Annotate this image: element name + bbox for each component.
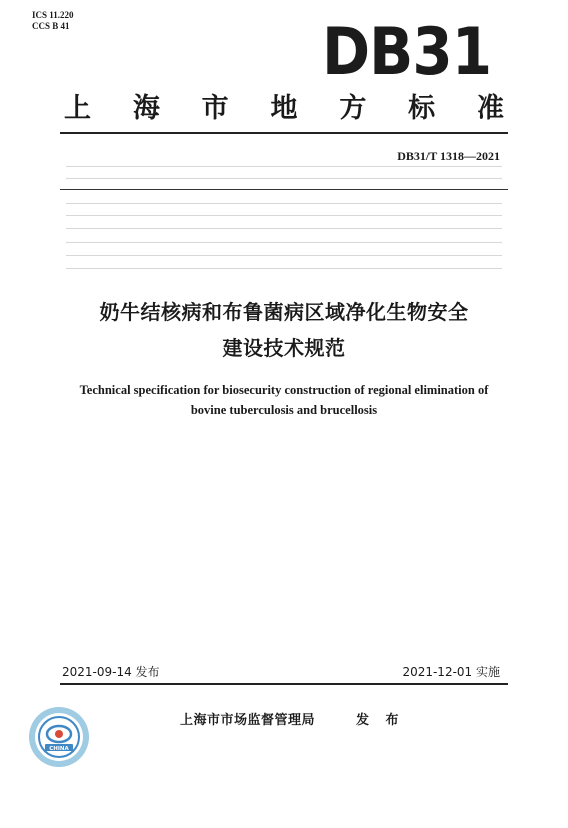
bleed-through-line [66,268,502,269]
standard-number: DB31/T 1318—2021 [397,149,500,163]
db31-logo: DB31 [322,13,492,90]
seal-text: CHINA [49,746,69,752]
title-char: 标 [408,93,436,124]
title-char: 地 [270,93,298,124]
ics-code: ICS 11.220 [32,10,74,20]
second-rule [60,189,508,190]
bleed-through-line [66,178,502,179]
title-char: 准 [476,93,504,124]
publish-label: 发 布 [356,713,405,728]
issue-date: 2021-09-14 发布 [62,665,160,679]
title-english-line-2: bovine tuberculosis and brucellosis [190,403,378,417]
bleed-through-line [66,242,502,243]
standard-category-title [64,92,504,126]
implementation-date: 2021-12-01 实施 [402,665,500,679]
title-chinese-line-2: 建设技术规范 [222,336,346,360]
publisher-name: 上海市市场监督管理局 [180,713,316,728]
bleed-through-line [66,215,502,216]
certification-seal-icon [28,706,90,768]
bleed-through-line [66,203,502,204]
bleed-through-line [66,166,502,167]
bleed-through-line [66,255,502,256]
title-char: 海 [132,93,160,124]
bottom-rule [60,683,508,685]
classification-codes [32,10,74,32]
bleed-through-line [66,228,502,229]
title-char: 上 [64,93,91,124]
title-english-line-1: Technical specification for biosecurity construction of regional elimination of [79,383,489,397]
title-chinese-line-1: 奶牛结核病和布鲁菌病区域净化生物安全 [99,300,469,324]
title-char: 方 [339,93,367,124]
ccs-code: CCS B 41 [32,21,70,31]
seal-emblem-center [55,730,63,738]
top-rule [60,132,508,134]
title-char: 市 [201,93,229,124]
